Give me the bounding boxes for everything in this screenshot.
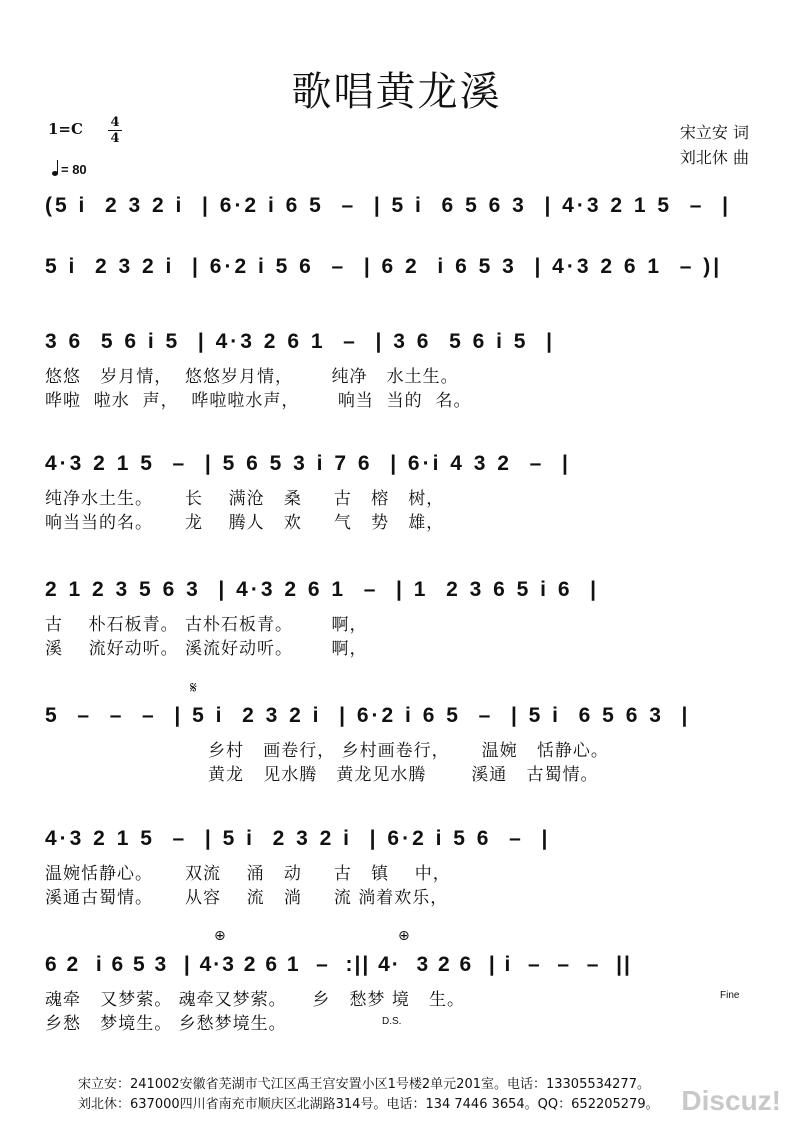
ds-mark: D.S.: [382, 1016, 402, 1027]
quarter-note-icon: [52, 171, 58, 176]
notes: 4·3 2 1 5 – | 5 6 5 3 i 7 6 | 6·i 4 3 2 – |: [45, 452, 571, 475]
score-row-2: [45, 255, 755, 285]
notes: 5 – – – | 5 i 2 3 2 i | 6·2 i 6 5 – | 5 i 6 5 6 3 |: [45, 704, 691, 727]
tempo-mark: [52, 162, 87, 177]
score-row-4: [45, 452, 755, 533]
composer-credit: 刘北休 曲: [679, 148, 749, 167]
lyrics-verse-2: 乡愁 梦境生。 乡愁梦境生。: [45, 1014, 287, 1034]
watermark: Discuz!: [681, 1085, 781, 1116]
notes: 4·3 2 1 5 – | 5 i 2 3 2 i | 6·2 i 5 6 – |: [45, 827, 551, 850]
coda-mark: ⊕: [398, 928, 410, 944]
score-row-3: [45, 330, 755, 411]
coda-mark: ⊕: [214, 928, 226, 944]
footer-composer-address: 刘北休：637000四川省南充市顺庆区北湖路314号。电话：134 7446 3654。QQ：652205279。: [78, 1097, 659, 1112]
time-sig-top: 4: [110, 115, 120, 130]
lyricist-credit: 宋立安 词: [679, 123, 749, 142]
score-row-7: [45, 827, 755, 908]
lyrics-verse-1: 魂牵 又梦萦。 魂牵又梦萦。 乡 愁梦 境 生。: [45, 990, 466, 1010]
notes: 2 1 2 3 5 6 3 | 4·3 2 6 1 – | 1 2 3 6 5 i 6 |: [45, 578, 600, 601]
notes: (5 i 2 3 2 i | 6·2 i 6 5 – | 5 i 6 5 6 3 | 4·3 2 1 5 – |: [45, 194, 731, 217]
lyrics-verse-2: 黄龙 见水腾 黄龙见水腾 溪通 古蜀情。: [208, 765, 599, 785]
score-row-5: [45, 578, 755, 659]
score-row-6: [45, 704, 755, 785]
lyrics-verse-2: 溪 流好动听。 溪流好动听。 啊，: [45, 639, 368, 659]
time-sig-bottom: 4: [110, 131, 120, 146]
lyrics-verse-2: 响当当的名。 龙 腾人 欢 气 势 雄，: [45, 513, 445, 533]
notes: 5 i 2 3 2 i | 6·2 i 5 6 – | 6 2 i 6 5 3 | 4·3 2 6 1 – )|: [45, 255, 723, 278]
lyrics-verse-1: 温婉恬静心。 双流 涌 动 古 镇 中，: [45, 864, 451, 884]
lyrics-verse-2: 哗啦 啦水 声， 哗啦啦水声， 响当 当的 名。: [45, 391, 472, 411]
fine-mark: Fine: [720, 990, 740, 1001]
tempo-value: = 80: [61, 162, 87, 177]
time-signature: [108, 116, 122, 145]
lyrics-verse-1: 纯净水土生。 长 满沧 桑 古 榕 树，: [45, 489, 445, 509]
song-title: 歌唱黄龙溪: [291, 69, 502, 115]
key-signature: 1=C: [48, 120, 83, 138]
score-row-1: [45, 194, 755, 224]
segno-mark: 𝄋: [190, 678, 197, 697]
lyrics-verse-1: 悠悠 岁月情， 悠悠岁月情， 纯净 水土生。: [45, 367, 459, 387]
notes: 3 6 5 6 i 5 | 4·3 2 6 1 – | 3 6 5 6 i 5 |: [45, 330, 556, 353]
footer-lyricist-address: 宋立安：241002安徽省芜湖市弋江区禹王宫安置小区1号楼2单元201室。电话：13305534277。: [78, 1077, 650, 1092]
lyrics-verse-1: 古 朴石板青。 古朴石板青。 啊，: [45, 615, 368, 635]
lyrics-verse-2: 溪通古蜀情。 从容 流 淌 流 淌着欢乐，: [45, 888, 449, 908]
notes: 6 2 i 6 5 3 | 4·3 2 6 1 – :|| 4· 3 2 6 | i – – – ||: [45, 953, 632, 976]
lyrics-verse-1: 乡村 画卷行， 乡村画卷行， 温婉 恬静心。: [208, 741, 609, 761]
